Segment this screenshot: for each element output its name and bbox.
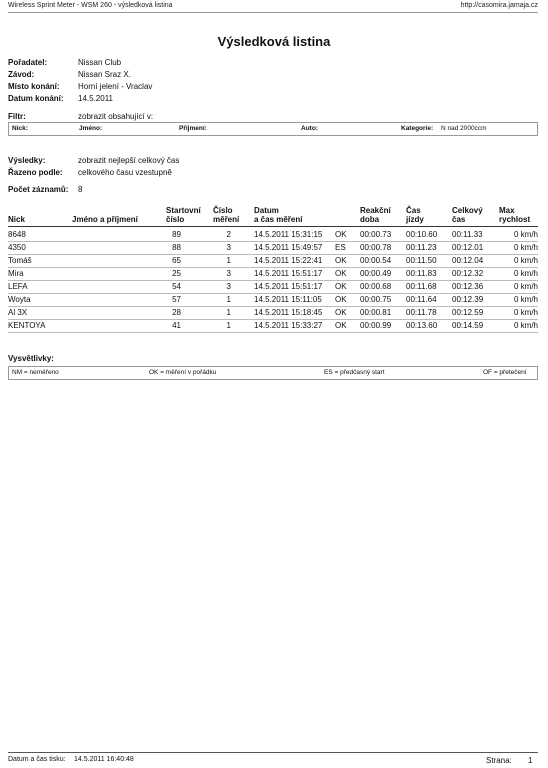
cell-nick: Mira	[8, 269, 24, 278]
print-date-value: 14.5.2011 16:40:48	[74, 756, 134, 763]
print-date-label: Datum a čas tisku:	[8, 756, 66, 763]
cell-meas: 2	[226, 230, 231, 239]
cell-speed: 0 km/h	[513, 243, 538, 252]
cell-total: 00:12.01	[452, 243, 484, 252]
col-ride-1: Čas	[406, 206, 421, 215]
cell-react: 00:00.75	[360, 295, 392, 304]
legend-box	[8, 366, 538, 380]
filter-car-label: Auto:	[301, 125, 318, 132]
cell-ride: 00:11.78	[406, 308, 437, 317]
setting-label: Výsledky:	[8, 156, 46, 165]
col-nick: Nick	[8, 215, 25, 224]
page-label: Strana:	[486, 756, 512, 765]
cell-total: 00:12.36	[452, 282, 484, 291]
cell-react: 00:00.54	[360, 256, 392, 265]
legend-item: OF = přetečení	[483, 369, 527, 376]
cell-ride: 00:11.64	[406, 295, 437, 304]
page-number: 1	[528, 756, 533, 765]
table-header-rule	[8, 226, 538, 227]
page-title: Výsledková listina	[217, 34, 331, 49]
cell-meas: 3	[226, 282, 231, 291]
cell-start: 54	[172, 282, 181, 291]
cell-speed: 0 km/h	[513, 308, 538, 317]
cell-meas: 1	[226, 321, 231, 330]
cell-meas: 1	[226, 308, 231, 317]
col-speed-2: rychlost	[499, 215, 531, 224]
filter-label: Filtr:	[8, 112, 26, 121]
info-label: Datum konání:	[8, 94, 64, 103]
cell-react: 00:00.49	[360, 269, 392, 278]
cell-meas: 1	[226, 295, 231, 304]
cell-meas: 1	[226, 256, 231, 265]
cell-status: OK	[335, 321, 347, 330]
cell-ride: 00:10.60	[406, 230, 438, 239]
cell-meas: 3	[226, 269, 231, 278]
info-value: 14.5.2011	[78, 94, 113, 103]
cell-speed: 0 km/h	[513, 321, 538, 330]
col-date-1: Datum	[254, 206, 279, 215]
record-count-label: Počet záznamů:	[8, 185, 69, 194]
setting-value: celkového času vzestupně	[78, 168, 172, 177]
table-row	[8, 293, 538, 307]
cell-speed: 0 km/h	[513, 230, 538, 239]
cell-status: OK	[335, 269, 347, 278]
cell-ride: 00:11.83	[406, 269, 437, 278]
filter-value: zobrazit obsahující v:	[78, 112, 154, 121]
col-meas-2: měření	[213, 215, 240, 224]
table-row	[8, 306, 538, 320]
cell-ride: 00:11.50	[406, 256, 437, 265]
legend-title: Vysvětlivky:	[8, 354, 54, 363]
col-ride-2: jízdy	[406, 215, 424, 224]
col-total-1: Celkový	[452, 206, 483, 215]
cell-nick: LEFA	[8, 282, 28, 291]
cell-speed: 0 km/h	[513, 282, 538, 291]
cell-nick: Tomáš	[8, 256, 32, 265]
cell-date: 14.5.2011 15:18:45	[254, 308, 323, 317]
cell-speed: 0 km/h	[513, 295, 538, 304]
cell-start: 41	[172, 321, 181, 330]
cell-react: 00:00.68	[360, 282, 392, 291]
cell-meas: 3	[226, 243, 231, 252]
col-react-1: Reakční	[360, 206, 391, 215]
cell-nick: 8648	[8, 230, 26, 239]
cell-total: 00:12.32	[452, 269, 484, 278]
table-row	[8, 241, 538, 255]
record-count-value: 8	[78, 185, 83, 194]
info-label: Pořadatel:	[8, 58, 48, 67]
cell-ride: 00:11.68	[406, 282, 437, 291]
header-url: http://casomira.jamaja.cz	[460, 2, 538, 9]
cell-start: 57	[172, 295, 181, 304]
table-row	[8, 280, 538, 294]
cell-total: 00:11.33	[452, 230, 483, 239]
cell-start: 89	[172, 230, 181, 239]
cell-status: OK	[335, 256, 347, 265]
filter-category-value: N nad 2000ccm	[441, 125, 487, 132]
cell-ride: 00:11.23	[406, 243, 437, 252]
cell-react: 00:00.81	[360, 308, 392, 317]
cell-date: 14.5.2011 15:31:15	[254, 230, 323, 239]
cell-speed: 0 km/h	[513, 269, 538, 278]
legend-item: OK = měření v pořádku	[149, 369, 217, 376]
cell-total: 00:12.59	[452, 308, 484, 317]
info-value: Horní jelení - Vraclav	[78, 82, 153, 91]
cell-start: 88	[172, 243, 181, 252]
setting-label: Řazeno podle:	[8, 168, 63, 177]
table-row	[8, 228, 538, 242]
cell-date: 14.5.2011 15:51:17	[254, 269, 323, 278]
col-meas-1: Číslo	[213, 206, 233, 215]
cell-start: 25	[172, 269, 181, 278]
col-start-1: Startovní	[166, 206, 201, 215]
cell-react: 00:00.99	[360, 321, 392, 330]
cell-nick: Woyta	[8, 295, 31, 304]
cell-start: 65	[172, 256, 181, 265]
cell-date: 14.5.2011 15:11:05	[254, 295, 322, 304]
info-value: Nissan Club	[78, 58, 122, 67]
cell-total: 00:12.04	[452, 256, 484, 265]
filter-surname-label: Příjmení:	[179, 125, 207, 132]
table-row	[8, 254, 538, 268]
col-date-2: a čas měření	[254, 215, 303, 224]
cell-date: 14.5.2011 15:33:27	[254, 321, 323, 330]
cell-status: ES	[335, 243, 346, 252]
info-label: Místo konání:	[8, 82, 60, 91]
col-start-2: číslo	[166, 215, 185, 224]
cell-speed: 0 km/h	[513, 256, 538, 265]
info-label: Závod:	[8, 70, 35, 79]
col-speed-1: Max	[499, 206, 515, 215]
cell-date: 14.5.2011 15:51:17	[254, 282, 323, 291]
cell-status: OK	[335, 295, 347, 304]
cell-total: 00:14.59	[452, 321, 484, 330]
table-row	[8, 267, 538, 281]
col-name: Jméno a příjmení	[72, 215, 138, 224]
cell-status: OK	[335, 308, 347, 317]
cell-nick: Al 3X	[8, 308, 28, 317]
info-value: Nissan Sraz X.	[78, 70, 131, 79]
cell-react: 00:00.78	[360, 243, 392, 252]
header-app-name: Wireless Sprint Meter - WSM 260 - výsledková listina	[8, 2, 173, 9]
legend-item: NM = neměřeno	[12, 369, 59, 376]
page-header	[8, 2, 538, 13]
page-footer	[8, 752, 538, 765]
cell-date: 14.5.2011 15:49:57	[254, 243, 323, 252]
cell-status: OK	[335, 282, 347, 291]
cell-nick: 4350	[8, 243, 26, 252]
setting-value: zobrazit nejlepší celkový čas	[78, 156, 180, 165]
table-row	[8, 319, 538, 333]
filter-box	[8, 122, 538, 136]
cell-status: OK	[335, 230, 347, 239]
col-react-2: doba	[360, 215, 380, 224]
col-total-2: čas	[452, 215, 466, 224]
cell-nick: KENTOYA	[8, 321, 46, 330]
cell-ride: 00:13.60	[406, 321, 438, 330]
filter-name-label: Jméno:	[79, 125, 103, 132]
cell-start: 28	[172, 308, 181, 317]
legend-item: ES = předčasný start	[324, 369, 385, 376]
filter-category-label: Kategorie:	[401, 125, 434, 132]
cell-total: 00:12.39	[452, 295, 484, 304]
filter-nick-label: Nick:	[12, 125, 28, 132]
cell-react: 00:00.73	[360, 230, 392, 239]
cell-date: 14.5.2011 15:22:41	[254, 256, 323, 265]
